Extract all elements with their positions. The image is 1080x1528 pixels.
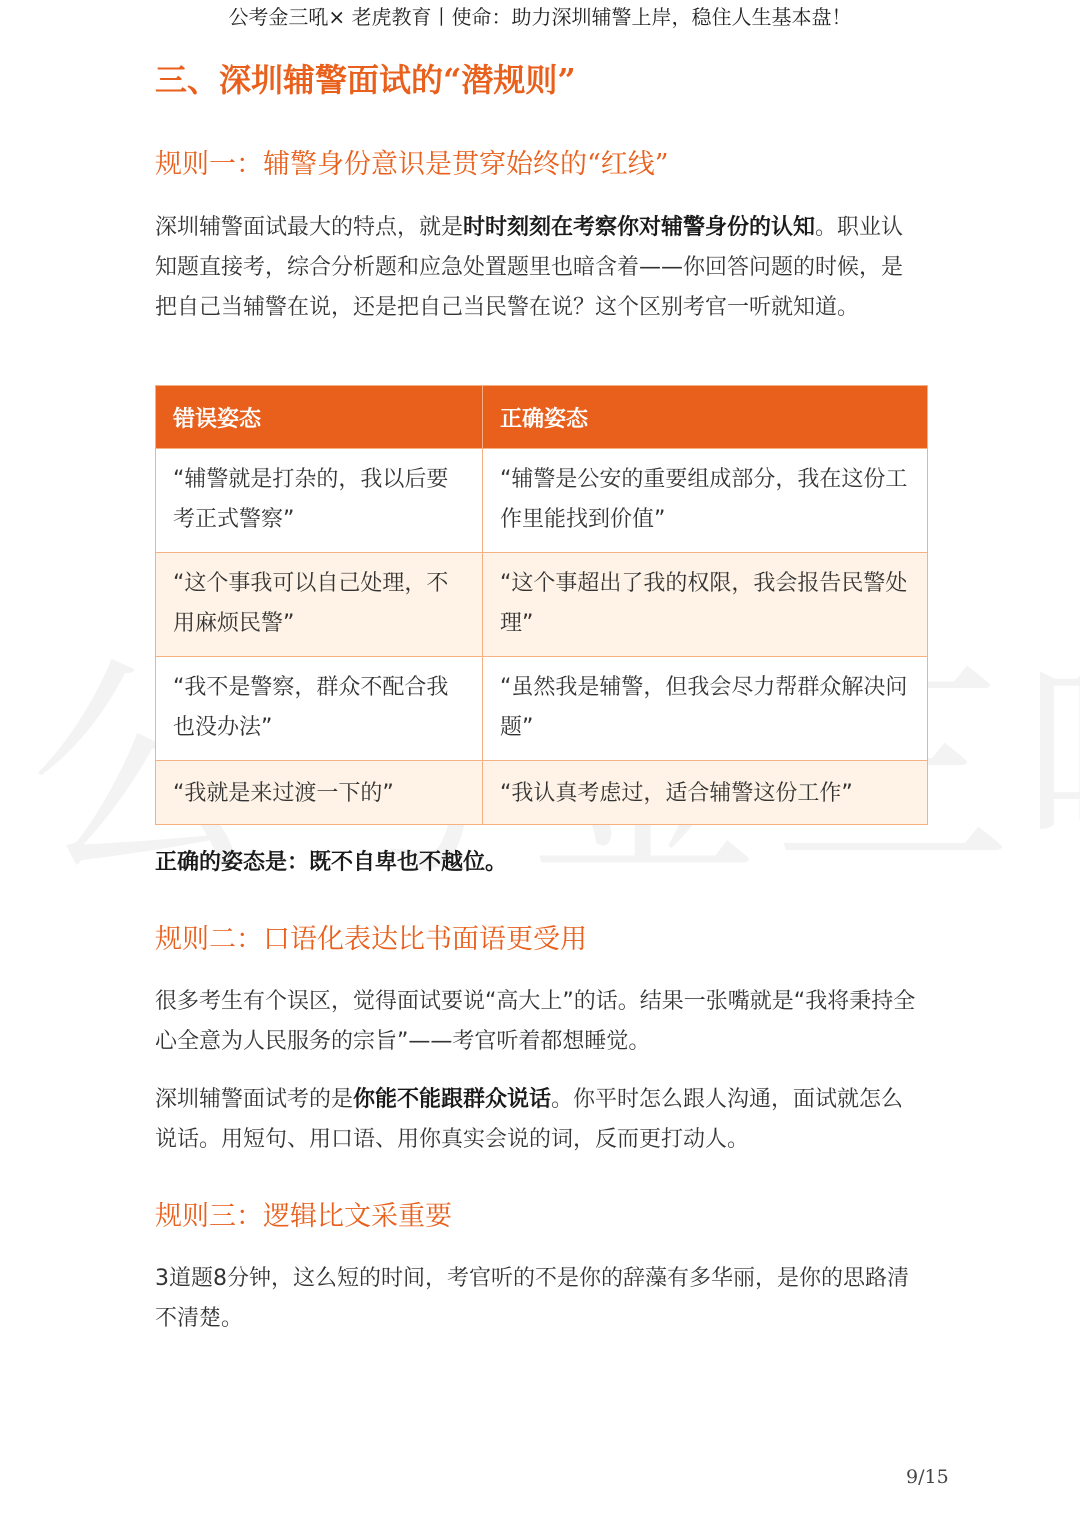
rule1-title: 规则一：辅警身份意识是贯穿始终的“红线”	[155, 149, 669, 180]
posture-table	[155, 385, 928, 825]
table-header-wrong: 错误姿态	[156, 386, 483, 449]
rule2-paragraph-2	[155, 1080, 920, 1160]
rule2-title: 规则二：口语化表达比书面语更受用	[155, 924, 587, 955]
rule1-paragraph	[155, 208, 920, 328]
table-header-right: 正确姿态	[483, 386, 928, 449]
rule1-text-before: 深圳辅警面试最大的特点，就是	[155, 215, 464, 240]
page-header: 公考金三吼× 老虎教育丨使命：助力深圳辅警上岸，稳住人生基本盘！	[228, 5, 852, 29]
section-title: 三、深圳辅警面试的“潜规则”	[155, 61, 576, 99]
table-header-row	[156, 386, 928, 449]
table-row	[156, 553, 928, 657]
rule3-title: 规则三：逻辑比文采重要	[155, 1201, 452, 1232]
rule2-text-bold: 你能不能跟群众说话	[353, 1087, 552, 1112]
table-cell-right: “虽然我是辅警，但我会尽力帮群众解决问题”	[483, 657, 928, 761]
rule2-text-before: 深圳辅警面试考的是	[155, 1087, 354, 1112]
rule1-conclusion: 正确的姿态是：既不自卑也不越位。	[155, 850, 508, 875]
table-cell-right: “我认真考虑过，适合辅警这份工作”	[483, 761, 928, 825]
table-cell-wrong: “这个事我可以自己处理，不用麻烦民警”	[156, 553, 483, 657]
table-cell-right: “辅警是公安的重要组成部分，我在这份工作里能找到价值”	[483, 449, 928, 553]
table-cell-right: “这个事超出了我的权限，我会报告民警处理”	[483, 553, 928, 657]
table-cell-wrong: “我不是警察，群众不配合我也没办法”	[156, 657, 483, 761]
table-row	[156, 449, 928, 553]
table-cell-wrong: “我就是来过渡一下的”	[156, 761, 483, 825]
rule3-paragraph: 3道题8分钟，这么短的时间，考官听的不是你的辞藻有多华丽，是你的思路清不清楚。	[155, 1266, 909, 1331]
table-row	[156, 657, 928, 761]
page-number: 9/15	[906, 1466, 949, 1488]
table-cell-wrong: “辅警就是打杂的，我以后要考正式警察”	[156, 449, 483, 553]
rule2-text-after: 。你平时怎么跟人沟通，面试就怎么说话。用短句、用口语、用你真实会说的词，反而更打动人。	[155, 1087, 904, 1152]
rule1-text-after: 。职业认知题直接考，综合分析题和应急处置题里也暗含着——你回答问题的时候，是把自己当辅警在说，还是把自己当民警在说？这个区别考官一听就知道。	[155, 215, 904, 320]
rule1-text-bold: 时时刻刻在考察你对辅警身份的认知	[463, 215, 816, 240]
table-row	[156, 761, 928, 825]
rule2-paragraph-1: 很多考生有个误区，觉得面试要说“高大上”的话。结果一张嘴就是“我将秉持全心全意为人民服务的宗旨”——考官听着都想睡觉。	[155, 989, 916, 1054]
